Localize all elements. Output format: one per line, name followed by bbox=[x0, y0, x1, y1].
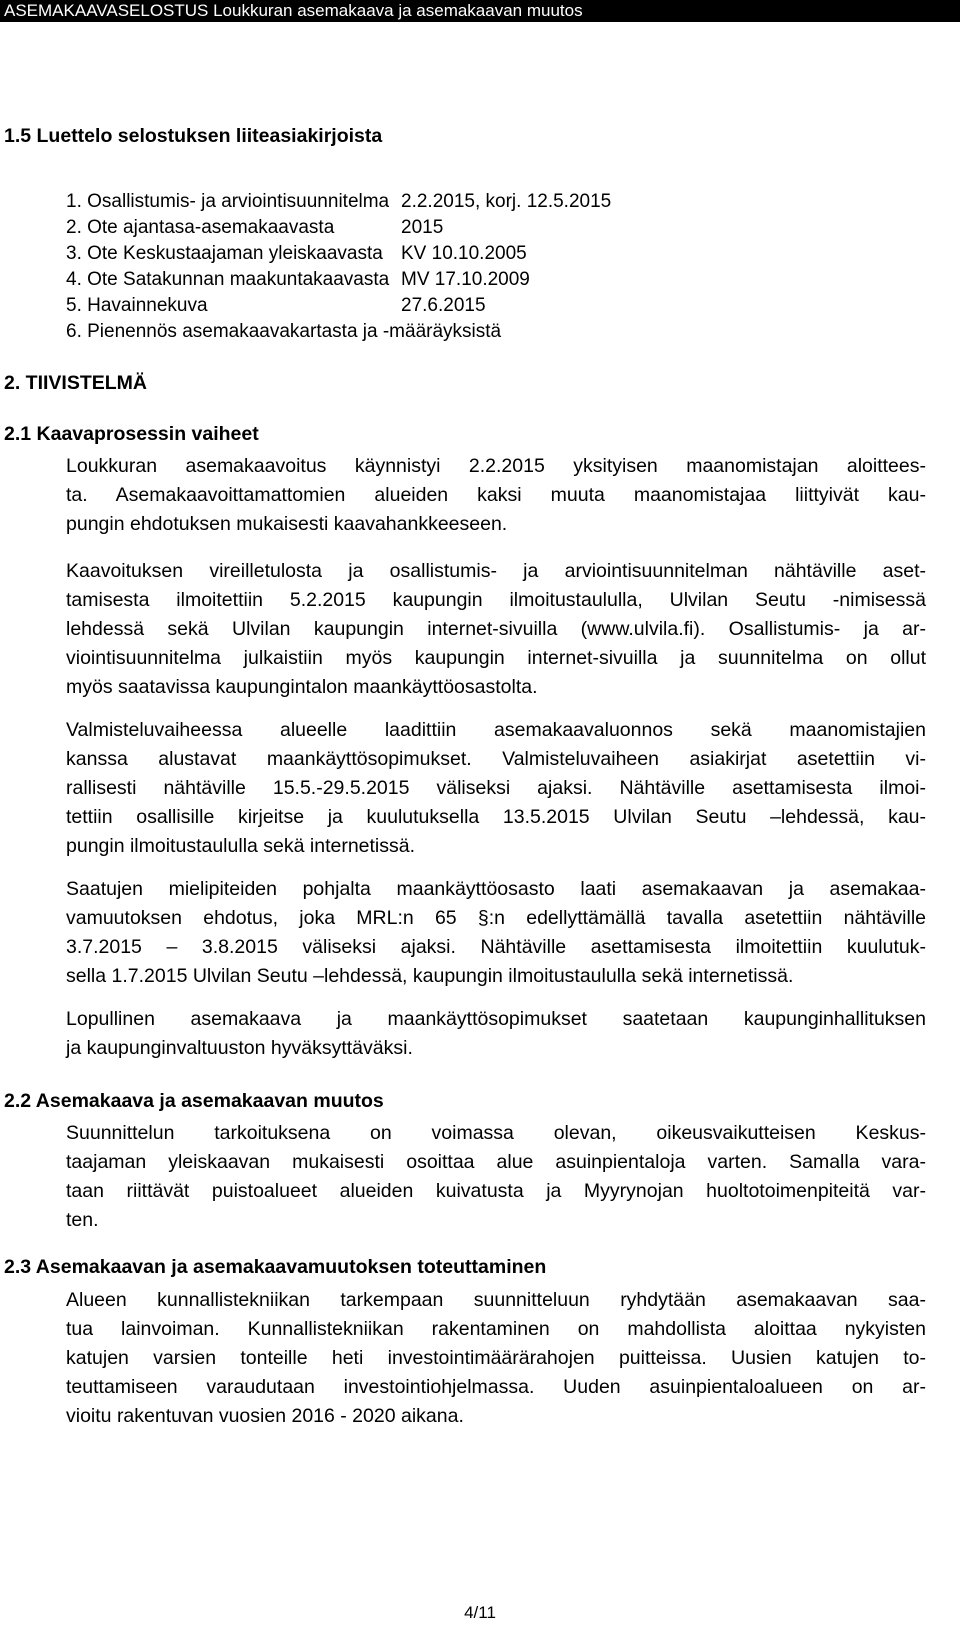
text-line: vioitu rakentuvan vuosien 2016 - 2020 aikana. bbox=[66, 1405, 464, 1427]
list-item bbox=[66, 267, 926, 293]
heading-2-2: 2.2 Asemakaava ja asemakaavan muutos bbox=[4, 1090, 384, 1112]
list-item-date: 2.2.2015, korj. 12.5.2015 bbox=[401, 191, 612, 212]
text-line: Saatujen mielipiteiden pohjalta maankäyttöosasto laati asemakaavan ja asemakaa- bbox=[66, 878, 926, 900]
list-item-label: 2. Ote ajantasa-asemakaavasta bbox=[66, 217, 335, 238]
list-item bbox=[66, 215, 926, 241]
list-item-label: 1. Osallistumis- ja arviointisuunnitelma bbox=[66, 191, 390, 212]
paragraph bbox=[66, 1286, 926, 1431]
attachment-list bbox=[66, 189, 926, 345]
text-line: ten. bbox=[66, 1209, 99, 1231]
text-line: taan riittävät puistoalueet alueiden kuivatusta ja Myyrynojan huoltotoimenpiteitä var- bbox=[66, 1180, 926, 1202]
list-item-date: KV 10.10.2005 bbox=[401, 243, 527, 264]
paragraph bbox=[66, 1005, 926, 1063]
text-line: pungin ehdotuksen mukaisesti kaavahankkeeseen. bbox=[66, 513, 508, 535]
text-line: myös saatavissa kaupungintalon maankäyttöosastolta. bbox=[66, 676, 538, 698]
text-line: rallisesti nähtäville 15.5.-29.5.2015 väliseksi ajaksi. Nähtäville asettamisesta ilmoi- bbox=[66, 777, 926, 799]
list-item bbox=[66, 241, 926, 267]
text-line: sella 1.7.2015 Ulvilan Seutu –lehdessä, kaupungin ilmoitustaululla sekä internetissä. bbox=[66, 965, 794, 987]
list-item-date: 27.6.2015 bbox=[401, 295, 486, 316]
list-item-date: 2015 bbox=[401, 217, 444, 238]
list-item-label: 3. Ote Keskustaajaman yleiskaavasta bbox=[66, 243, 383, 264]
text-line: teuttamiseen varaudutaan investointiohjelmassa. Uuden asuinpientaloalueen on ar- bbox=[66, 1376, 926, 1398]
heading-2-3: 2.3 Asemakaavan ja asemakaavamuutoksen toteuttaminen bbox=[4, 1256, 547, 1278]
text-line: pungin ilmoitustaululla sekä internetissä. bbox=[66, 835, 416, 857]
text-line: viointisuunnitelma julkaistiin myös kaupungin internet-sivuilla ja suunnitelma on ollut bbox=[66, 647, 926, 669]
list-item-label: 5. Havainnekuva bbox=[66, 295, 208, 316]
paragraph bbox=[66, 875, 926, 991]
text-line: Alueen kunnallistekniikan tarkempaan suunnitteluun ryhdytään asemakaavan saa- bbox=[66, 1289, 926, 1311]
text-line: 3.7.2015 – 3.8.2015 väliseksi ajaksi. Nähtäville asettamisesta ilmoitettiin kuulutuk- bbox=[66, 936, 926, 958]
text-line: kanssa alustavat maankäyttösopimukset. Valmisteluvaiheen asiakirjat asetettiin vi- bbox=[66, 748, 926, 770]
text-line: ja kaupunginvaltuuston hyväksyttäväksi. bbox=[66, 1037, 413, 1059]
text-line: katujen varsien tonteille heti investointimäärärahojen puitteissa. Uusien katujen to- bbox=[66, 1347, 926, 1369]
paragraph bbox=[66, 1119, 926, 1235]
text-line: tua lainvoiman. Kunnallistekniikan rakentaminen on mahdollista aloittaa nykyisten bbox=[66, 1318, 926, 1340]
page-header bbox=[0, 0, 960, 22]
list-item bbox=[66, 189, 926, 215]
text-line: Loukkuran asemakaavoitus käynnistyi 2.2.2015 yksityisen maanomistajan aloittees- bbox=[66, 455, 926, 477]
heading-2: 2. TIIVISTELMÄ bbox=[4, 372, 148, 394]
list-item bbox=[66, 319, 926, 345]
paragraph bbox=[66, 452, 926, 539]
paragraph bbox=[66, 716, 926, 861]
text-line: Kaavoituksen vireilletulosta ja osallistumis- ja arviointisuunnitelman nähtäville aset- bbox=[66, 560, 926, 582]
text-line: taajaman yleiskaavan mukaisesti osoittaa alue asuinpientaloja varten. Samalla vara- bbox=[66, 1151, 926, 1173]
text-line: tamisesta ilmoitettiin 5.2.2015 kaupungin ilmoitustaululla, Ulvilan Seutu -nimisessä bbox=[66, 589, 926, 611]
paragraph bbox=[66, 557, 926, 702]
list-item-label: 6. Pienennös asemakaavakartasta ja -määräyksistä bbox=[66, 321, 502, 342]
heading-2-1: 2.1 Kaavaprosessin vaiheet bbox=[4, 423, 259, 445]
list-item-label: 4. Ote Satakunnan maakuntakaavasta bbox=[66, 269, 390, 290]
list-item-date: MV 17.10.2009 bbox=[401, 269, 530, 290]
text-line: vamuutoksen ehdotus, joka MRL:n 65 §:n edellyttämällä tavalla asetettiin nähtäville bbox=[66, 907, 926, 929]
text-line: lehdessä sekä Ulvilan kaupungin internet-sivuilla (www.ulvila.fi). Osallistumis- ja ar- bbox=[66, 618, 926, 640]
page-number: 4/11 bbox=[464, 1603, 496, 1622]
text-line: Lopullinen asemakaava ja maankäyttösopimukset saatetaan kaupunginhallituksen bbox=[66, 1008, 926, 1030]
text-line: Suunnittelun tarkoituksena on voimassa olevan, oikeusvaikutteisen Keskus- bbox=[66, 1122, 926, 1144]
text-line: Valmisteluvaiheessa alueelle laadittiin asemakaavaluonnos sekä maanomistajien bbox=[66, 719, 926, 741]
list-item bbox=[66, 293, 926, 319]
header-text: ASEMAKAAVASELOSTUS Loukkuran asemakaava ja asemakaavan muutos bbox=[4, 1, 583, 20]
text-line: ta. Asemakaavoittamattomien alueiden kaksi muuta maanomistajaa liittyivät kau- bbox=[66, 484, 926, 506]
heading-1-5: 1.5 Luettelo selostuksen liiteasiakirjoista bbox=[4, 125, 383, 147]
text-line: tettiin osallisille kirjeitse ja kuulutuksella 13.5.2015 Ulvilan Seutu –lehdessä, kau- bbox=[66, 806, 926, 828]
